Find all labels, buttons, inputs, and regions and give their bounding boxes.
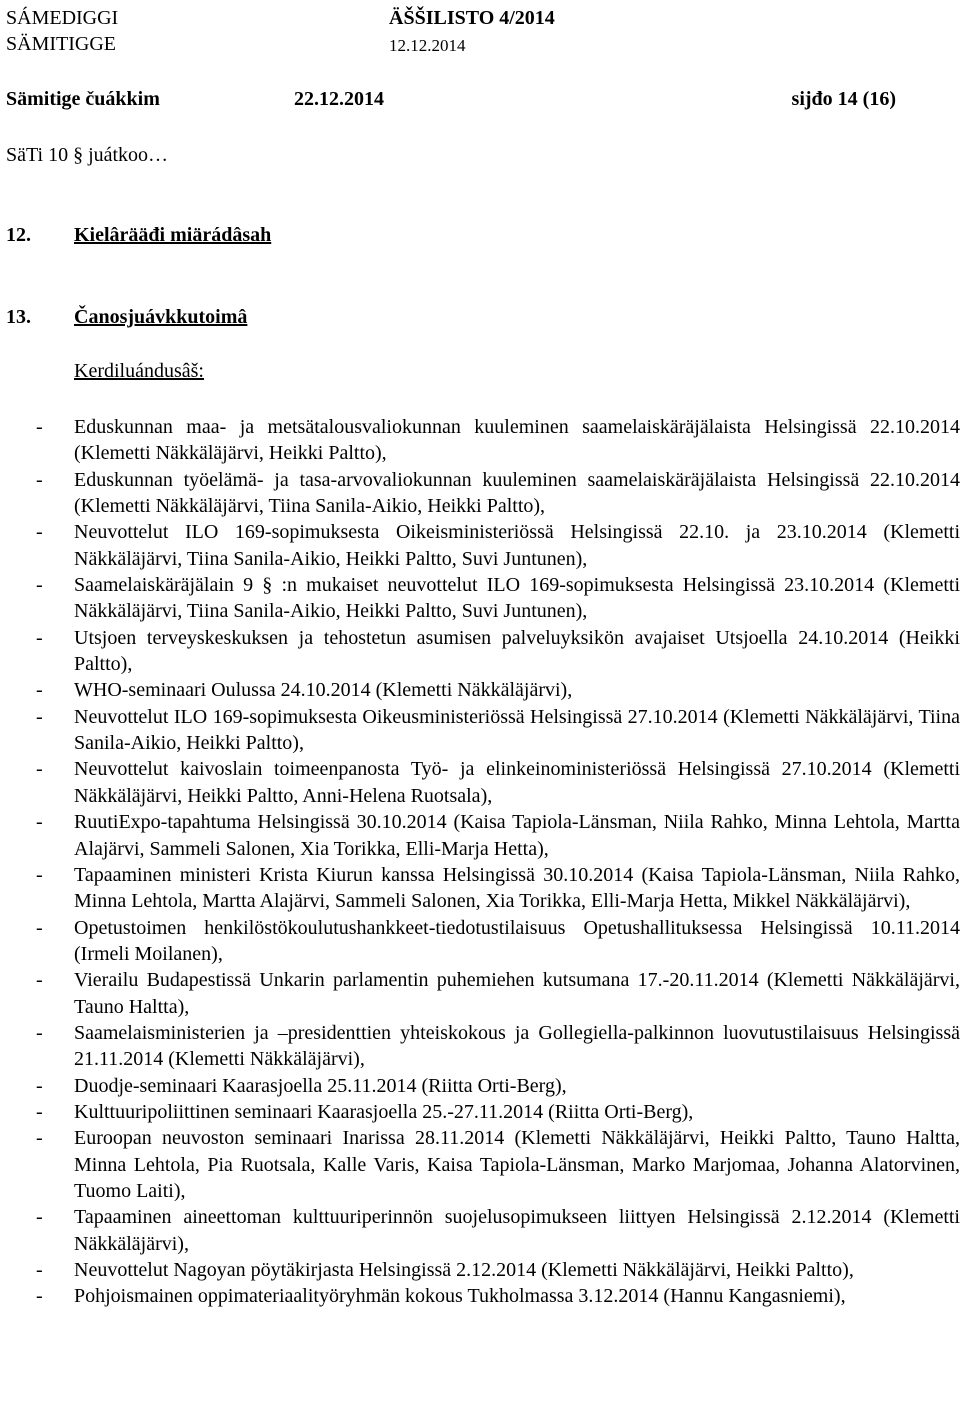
list-item-text: Saamelaiskäräjälain 9 § :n mukaiset neuvottelut ILO 169-sopimuksesta Helsingissä 23.10.2014 (Klemetti Näkkäläjärvi, Tiina Sanila-Aikio, Heikki Paltto, Suvi Juntunen), <box>74 574 960 623</box>
list-item <box>6 1257 960 1283</box>
list-dash: - <box>36 468 43 491</box>
list-item <box>6 1020 960 1073</box>
list-item <box>6 467 960 520</box>
list-item <box>6 625 960 678</box>
list-item-text: Neuvottelut kaivoslain toimeenpanosta Työ- ja elinkeinoministeriössä Helsingissä 27.10.2014 (Klemetti Näkkäläjärvi, Heikki Paltto, Anni-Helena Ruotsala), <box>74 758 960 807</box>
list-dash: - <box>36 1127 43 1150</box>
meeting-date: 22.12.2014 <box>294 88 384 110</box>
org-name-inari-sami: SÄMITIGGE <box>6 33 116 55</box>
list-dash: - <box>36 1021 43 1044</box>
list-dash: - <box>36 1206 43 1229</box>
list-item <box>6 572 960 625</box>
list-dash: - <box>36 969 43 992</box>
list-item-text: Saamelaisministerien ja –presidenttien yhteiskokous ja Gollegiella-palkinnon luovutustilaisuus Helsingissä 21.11.2014 (Klemetti Näkkäläjärvi), <box>74 1021 960 1071</box>
section-number: 13. <box>6 306 31 328</box>
org-name-sami: SÁMEDIGGI <box>6 7 119 29</box>
list-item <box>6 756 960 809</box>
list-item <box>6 1099 960 1125</box>
list-dash: - <box>36 1100 43 1123</box>
list-item-text: Utsjoen terveyskeskuksen ja tehostetun asumisen palveluyksikön avajaiset Utsjoella 24.10.2014 (Heikki Paltto), <box>74 626 960 676</box>
list-dash: - <box>36 811 43 834</box>
list-dash: - <box>36 1285 43 1308</box>
list-item <box>6 1283 960 1309</box>
activity-list <box>6 414 960 1310</box>
section-title: Čanosjuávkkutoimâ <box>74 306 248 328</box>
list-item-text: Euroopan neuvoston seminaari Inarissa 28.11.2014 (Klemetti Näkkäläjärvi, Heikki Paltto, Tauno Haltta, Minna Lehtola, Pia Ruotsala, Kalle Varis, Kaisa Tapiola-Länsman, Marko Marjomaa, Johanna Alatorvinen, Tuomo Laiti), <box>74 1127 960 1202</box>
list-item-text: Tapaaminen ministeri Krista Kiurun kanssa Helsingissä 30.10.2014 (Kaisa Tapiola-Länsman, Niila Rahko, Minna Lehtola, Martta Alajärvi, Sammeli Salonen, Xia Torikka, Elli-Marja Hetta, Mikkel Näkkäläjärvi), <box>74 863 960 913</box>
list-dash: - <box>36 626 43 649</box>
list-item-text: Neuvottelut ILO 169-sopimuksesta Oikeisministeriössä Helsingissä 22.10. ja 23.10.2014 (Klemetti Näkkäläjärvi, Tiina Sanila-Aikio, Heikki Paltto, Suvi Juntunen), <box>74 521 960 570</box>
list-item <box>6 862 960 915</box>
list-dash: - <box>36 1074 43 1097</box>
list-item-text: WHO-seminaari Oulussa 24.10.2014 (Klemetti Näkkäläjärvi), <box>74 679 573 702</box>
list-item <box>6 809 960 862</box>
list-item <box>6 915 960 968</box>
list-item-text: Tapaaminen aineettoman kulttuuriperinnön suojelusopimukseen liittyen Helsingissä 2.12.2014 (Klemetti Näkkäläjärvi), <box>74 1206 960 1255</box>
subheading: Kerdiluándusâš: <box>74 360 204 382</box>
list-dash: - <box>36 416 43 438</box>
section-reference: SäTi 10 § juátkoo… <box>6 144 169 166</box>
list-item <box>6 677 960 703</box>
list-dash: - <box>36 758 43 781</box>
list-item-text: Pohjoismainen oppimateriaalityöryhmän kokous Tukholmassa 3.12.2014 (Hannu Kangasniemi), <box>74 1285 846 1308</box>
list-item-text: Vierailu Budapestissä Unkarin parlamentin puhemiehen kutsumana 17.-20.11.2014 (Klemetti Näkkäläjärvi, Tauno Haltta), <box>74 969 960 1018</box>
list-item-text: Neuvottelut Nagoyan pöytäkirjasta Helsingissä 2.12.2014 (Klemetti Näkkäläjärvi, Heikki Paltto), <box>74 1259 854 1281</box>
list-item-text: Opetustoimen henkilöstökoulutushankkeet-tiedotustilaisuus Opetushallituksessa Helsingissä 10.11.2014 (Irmeli Moilanen), <box>74 916 960 965</box>
list-dash: - <box>36 521 43 544</box>
section-title: Kielârääđi miärádâsah <box>74 224 272 246</box>
section-heading <box>6 223 271 247</box>
list-item <box>6 1073 960 1099</box>
list-item-text: Neuvottelut ILO 169-sopimuksesta Oikeusministeriössä Helsingissä 27.10.2014 (Klemetti Näkkäläjärvi, Tiina Sanila-Aikio, Heikki Paltto), <box>74 705 960 755</box>
list-dash: - <box>36 574 43 597</box>
list-dash: - <box>36 1259 43 1281</box>
list-item-text: Kulttuuripoliittinen seminaari Kaarasjoella 25.-27.11.2014 (Riitta Orti-Berg), <box>74 1100 694 1123</box>
meeting-label: Sämitige čuákkim <box>6 88 160 110</box>
list-item-text: Duodje-seminaari Kaarasjoella 25.11.2014 (Riitta Orti-Berg), <box>74 1074 567 1097</box>
list-item <box>6 1125 960 1204</box>
list-item <box>6 967 960 1020</box>
list-dash: - <box>36 705 43 728</box>
list-item-text: Eduskunnan maa- ja metsätalousvaliokunnan kuuleminen saamelaiskäräjälaista Helsingissä 22.10.2014 (Klemetti Näkkäläjärvi, Heikki Paltto), <box>74 416 960 465</box>
list-item <box>6 1204 960 1257</box>
list-dash: - <box>36 863 43 886</box>
list-item <box>6 414 960 467</box>
section-heading <box>6 305 247 329</box>
list-item-text: Eduskunnan työelämä- ja tasa-arvovaliokunnan kuuleminen saamelaiskäräjälaista Helsingissä 22.10.2014 (Klemetti Näkkäläjärvi, Tiina Sanila-Aikio, Heikki Paltto), <box>74 468 960 518</box>
list-item-text: RuutiExpo-tapahtuma Helsingissä 30.10.2014 (Kaisa Tapiola-Länsman, Niila Rahko, Minna Lehtola, Martta Alajärvi, Sammeli Salonen, Xia Torikka, Elli-Marja Hetta), <box>74 811 960 860</box>
document-date: 12.12.2014 <box>389 36 466 55</box>
list-item <box>6 519 960 572</box>
list-dash: - <box>36 916 43 939</box>
section-number: 12. <box>6 224 31 246</box>
list-item <box>6 704 960 757</box>
list-dash: - <box>36 679 43 702</box>
document-title: ÄŠŠILISTO 4/2014 <box>389 7 555 29</box>
page-number: sijđo 14 (16) <box>791 88 896 110</box>
